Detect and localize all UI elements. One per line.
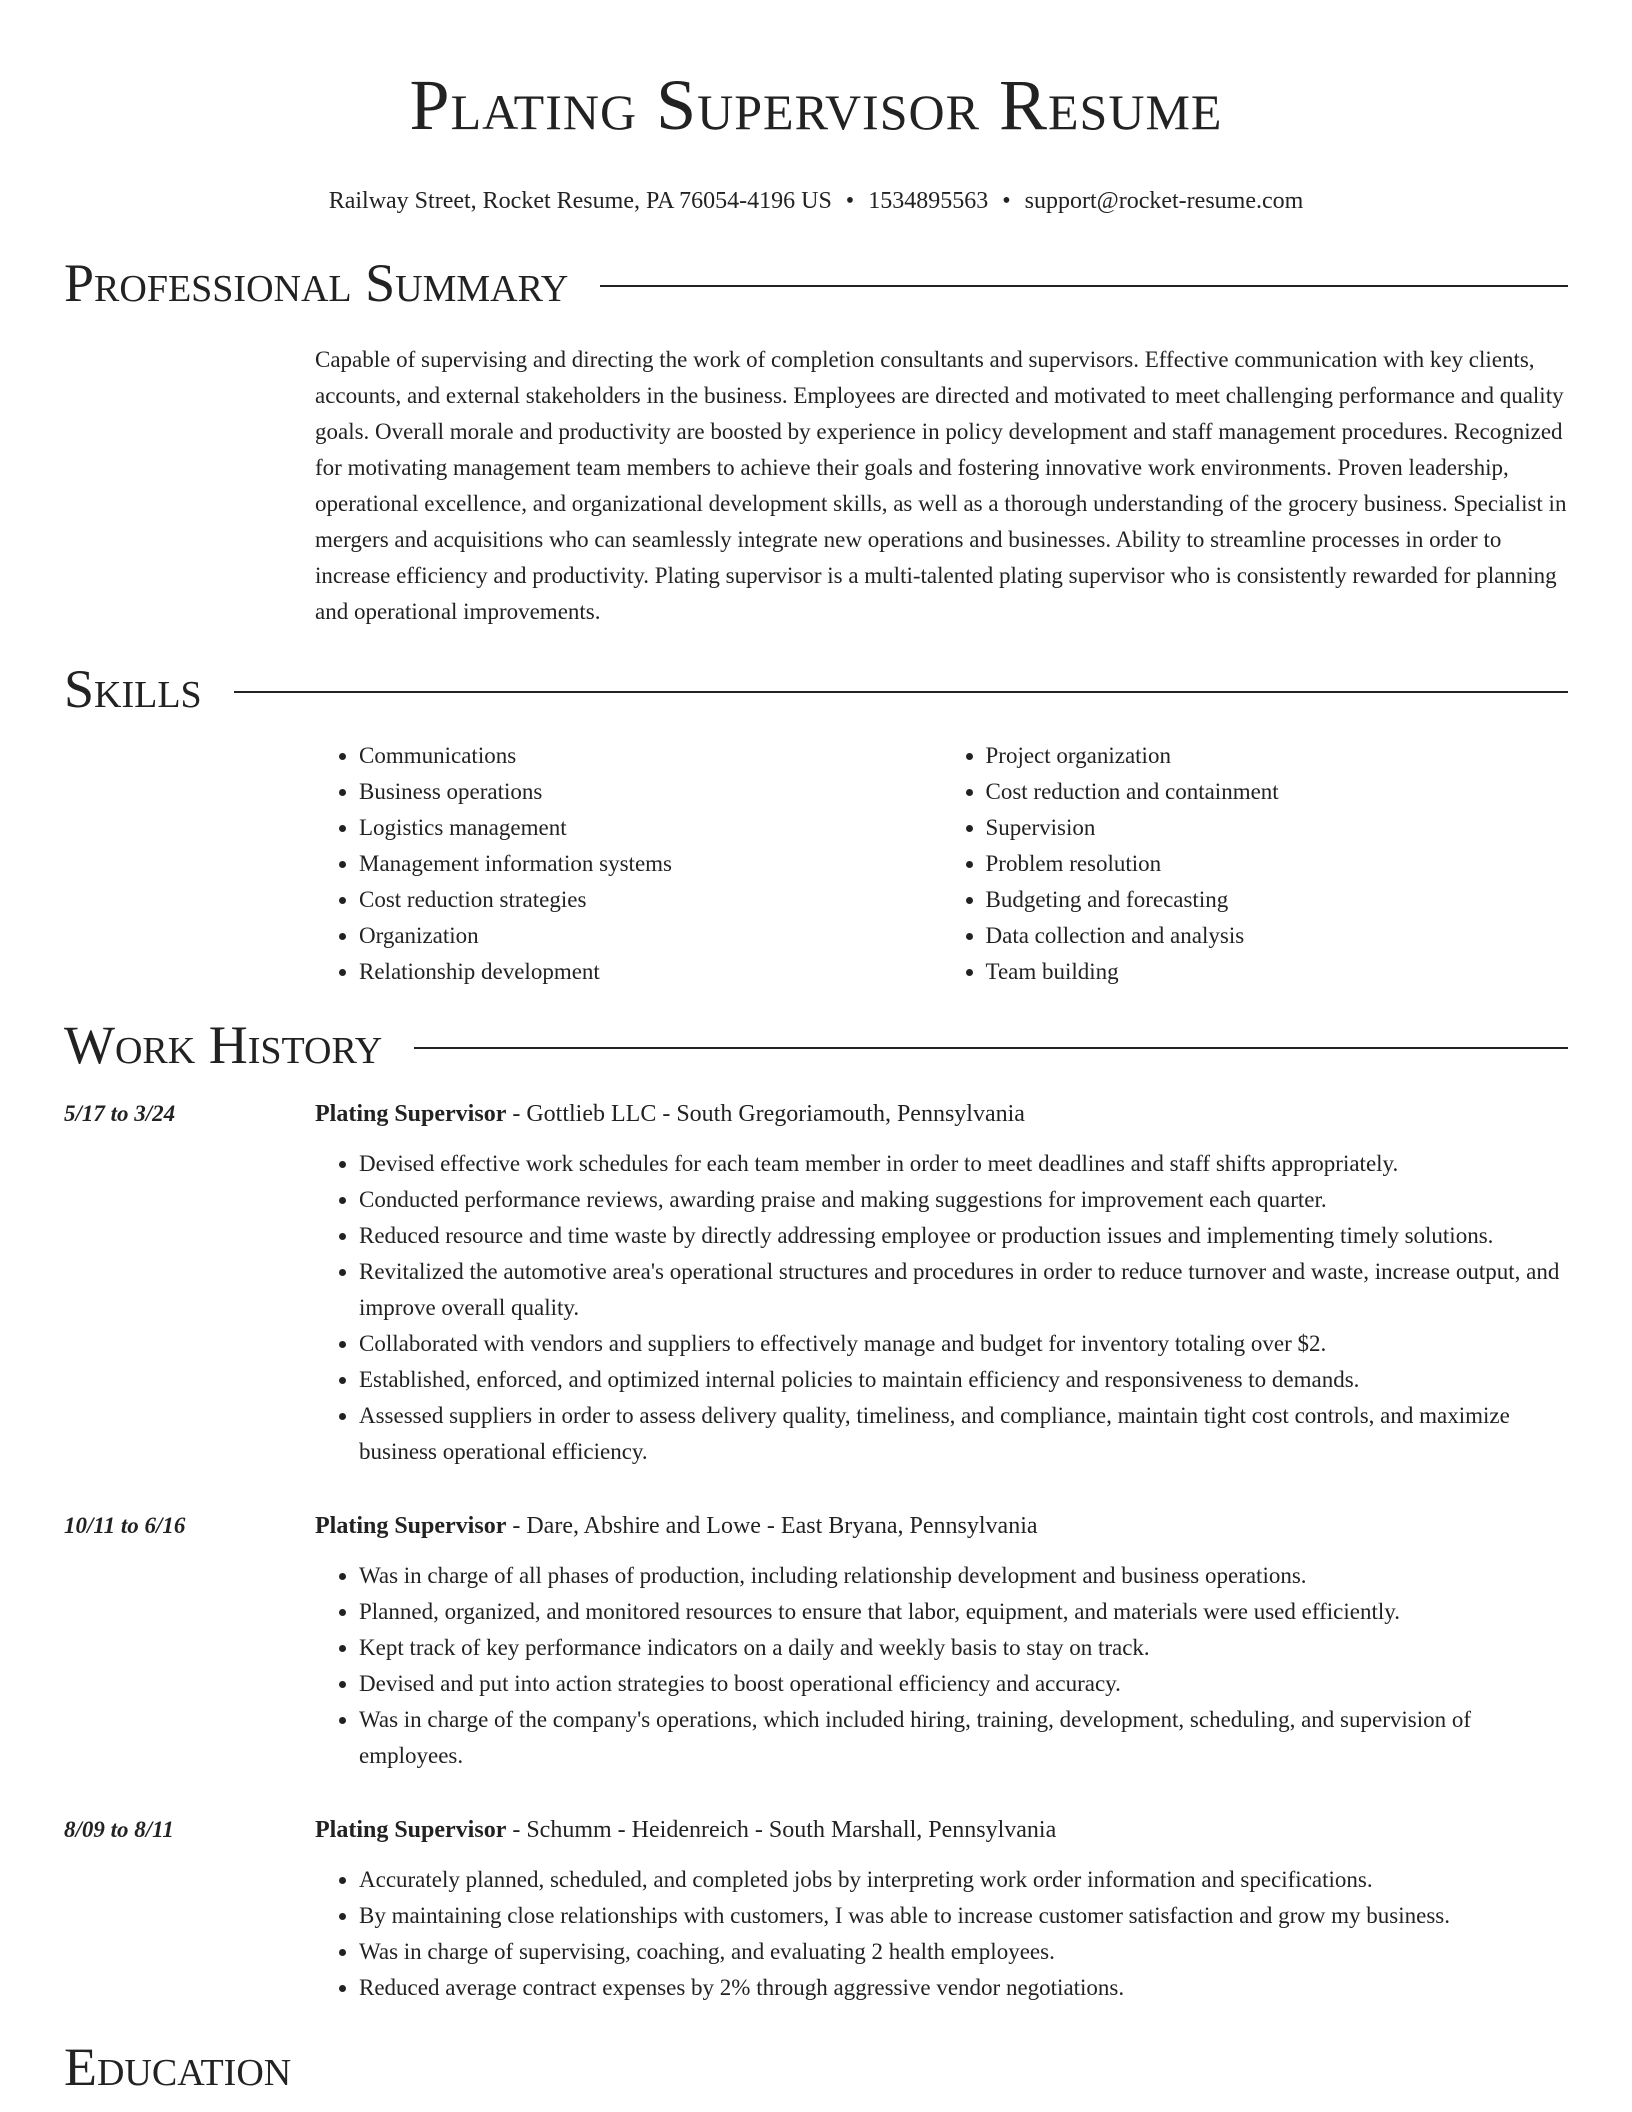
contact-separator: • [845,188,855,214]
job-company: - Dare, Abshire and Lowe - East Bryana, Pennsylvania [506,1513,1038,1539]
job-entry [64,1096,1568,1470]
job-bullets [315,1558,1568,1774]
summary-text: Capable of supervising and directing the work of completion consultants and supervisors. Effective communication with key clients, accounts, and external stakeholders in the business. Employees are directed and motivated to meet challenging performance and quality goals. Overall morale and productivity are boosted by experience in policy development and staff management procedures. Recognized for motivating management team members to achieve their goals and fostering innovative work environments. Proven leadership, operational excellence, and organizational development skills, as well as a thorough understanding of the grocery business. Specialist in mergers and acquisitions who can seamlessly integrate new operations and businesses. Ability to streamline processes in order to increase efficiency and productivity. Plating supervisor is a multi-talented plating supervisor who is consistently rewarded for planning and operational improvements. [315,347,1567,624]
skill-item: • Communications [359,738,942,774]
job-entry [64,1508,1568,1774]
job-bullets [315,1862,1568,2006]
resume-title: Plating Supervisor Resume [409,65,1223,145]
contact-line [64,186,1568,216]
job-bullet: • By maintaining close relationships with customers, I was able to increase customer satisfaction and grow my business. [359,1898,1568,1934]
education-section-header [64,2036,1568,2098]
education-heading: Education [64,2037,292,2097]
job-bullet: • Was in charge of supervising, coaching, and evaluating 2 health employees. [359,1934,1568,1970]
contact-separator: • [1002,188,1011,214]
job-title-line [315,1508,1568,1544]
job-entry [64,1812,1568,2006]
skills-section-header [64,658,1568,720]
job-bullet: • Collaborated with vendors and suppliers to effectively manage and budget for inventory totaling over $2. [359,1326,1568,1362]
job-title-line [315,1096,1568,1132]
section-divider [414,1047,1568,1049]
job-dates: 8/09 to 8/11 [64,1817,174,1842]
skill-item: • Logistics management [359,810,942,846]
work-heading: Work History [64,1015,383,1075]
skill-item: • Project organization [986,738,1569,774]
job-company: - Gottlieb LLC - South Gregoriamouth, Pennsylvania [506,1101,1025,1127]
skill-item: • Organization [359,918,942,954]
skill-item: • Cost reduction and containment [986,774,1569,810]
job-company: - Schumm - Heidenreich - South Marshall, Pennsylvania [506,1817,1057,1843]
skill-item: • Team building [986,954,1569,990]
skill-item: • Relationship development [359,954,942,990]
job-bullet: • Devised effective work schedules for each team member in order to meet deadlines and staff shifts appropriately. [359,1146,1568,1182]
section-divider [234,691,1568,693]
skills-column-right [942,738,1569,990]
job-bullet: • Accurately planned, scheduled, and completed jobs by interpreting work order information and specifications. [359,1862,1568,1898]
job-bullet: • Planned, organized, and monitored resources to ensure that labor, equipment, and materials were used efficiently. [359,1594,1568,1630]
job-details [315,1508,1568,1774]
contact-phone: 1534895563 [868,188,989,214]
job-title-line [315,1812,1568,1848]
job-bullet: • Revitalized the automotive area's operational structures and procedures in order to reduce turnover and waste, increase output, and improve overall quality. [359,1254,1568,1326]
job-role: Plating Supervisor [315,1101,507,1127]
job-bullet: • Established, enforced, and optimized internal policies to maintain efficiency and responsiveness to demands. [359,1362,1568,1398]
section-divider [600,285,1568,287]
job-role: Plating Supervisor [315,1817,507,1843]
skill-item: • Management information systems [359,846,942,882]
skills-column-left [315,738,942,990]
skills-list [315,738,1568,990]
job-dates: 10/11 to 6/16 [64,1513,186,1538]
job-bullet: • Was in charge of the company's operations, which included hiring, training, development, scheduling, and supervision of employees. [359,1702,1568,1774]
job-bullet: • Was in charge of all phases of production, including relationship development and business operations. [359,1558,1568,1594]
job-details [315,1812,1568,2006]
job-bullet: • Assessed suppliers in order to assess delivery quality, timeliness, and compliance, maintain tight cost controls, and maximize business operational efficiency. [359,1398,1568,1470]
job-bullet: • Reduced resource and time waste by directly addressing employee or production issues and implementing timely solutions. [359,1218,1568,1254]
job-bullets [315,1146,1568,1470]
skill-item: • Cost reduction strategies [359,882,942,918]
contact-email: support@rocket-resume.com [1024,188,1304,214]
summary-heading: Professional Summary [64,253,569,313]
skills-heading: Skills [64,659,202,719]
resume-page [64,0,1568,2098]
summary-section-header [64,252,1568,314]
contact-address: Railway Street, Rocket Resume, PA 76054-4196 US [328,188,832,214]
skill-item: • Data collection and analysis [986,918,1569,954]
work-section-header [64,1014,1568,1076]
job-bullet: • Kept track of key performance indicators on a daily and weekly basis to stay on track. [359,1630,1568,1666]
skill-item: • Problem resolution [986,846,1569,882]
job-role: Plating Supervisor [315,1513,507,1539]
job-bullet: • Devised and put into action strategies to boost operational efficiency and accuracy. [359,1666,1568,1702]
job-dates: 5/17 to 3/24 [64,1101,176,1126]
job-bullet: • Reduced average contract expenses by 2% through aggressive vendor negotiations. [359,1970,1568,2006]
job-bullet: • Conducted performance reviews, awarding praise and making suggestions for improvement each quarter. [359,1182,1568,1218]
job-details [315,1096,1568,1470]
skill-item: • Budgeting and forecasting [986,882,1569,918]
skill-item: • Supervision [986,810,1569,846]
skill-item: • Business operations [359,774,942,810]
